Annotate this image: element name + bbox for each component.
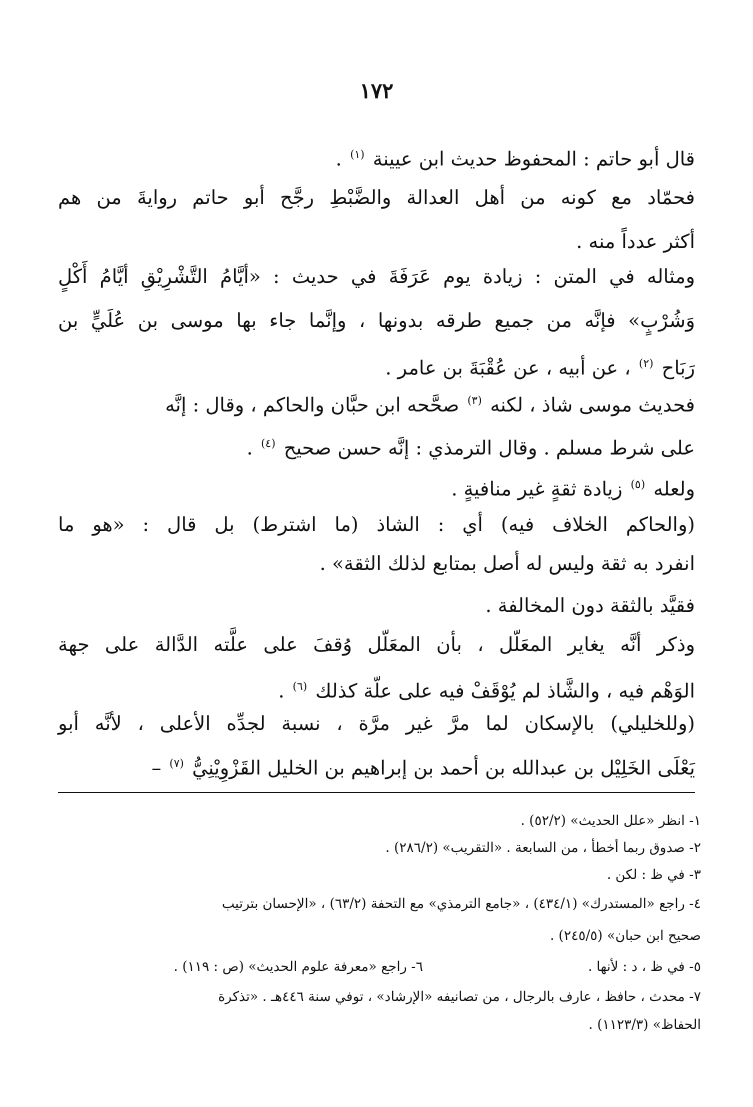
body-text: ، عن أبيه ، عن عُقْبَةَ بن عامر . [385, 356, 631, 380]
body-text: زيادة ثقةٍ غير منافيةٍ . [451, 477, 623, 501]
body-line-16 [58, 749, 695, 784]
body-line-9 [58, 470, 695, 505]
body-line-15: (وللخليلي) بالإسكان لما مرَّ غير مرَّة ، نسبة لجدِّه الأعلى ، لأنَّه أبو [58, 712, 695, 735]
footnote-4: ٤- راجع «المستدرك» (٤٣٤/١) ، «جامع الترمذي» مع التحفة (٦٣/٢) ، «الإحسان بترتيب [221, 896, 701, 912]
body-text: رَبَاح [661, 356, 695, 380]
footnote-7-continued: الحفاظ» (١١٢٣/٣) . [588, 1017, 701, 1033]
body-line-14 [58, 672, 695, 707]
footnote-ref-7[interactable]: (٧) [169, 757, 184, 770]
body-line-7 [58, 386, 695, 421]
body-line-10: (والحاكم الخلاف فيه) أي : الشاذ (ما اشترط) بل قال : «هو ما [58, 513, 695, 536]
footnote-ref-1[interactable]: (١) [350, 148, 365, 161]
body-text: ولعله [653, 477, 695, 501]
body-text: الوَهْم فيه ، والشَّاذ لم يُوْقَفْ فيه على علّة كذلك [315, 679, 695, 703]
footnote-divider [58, 792, 695, 793]
body-text: . [335, 147, 342, 171]
footnote-6: ٦- راجع «معرفة علوم الحديث» (ص : ١١٩) . [173, 959, 423, 975]
page-number: ١٧٢ [359, 78, 394, 103]
body-text: . [246, 436, 253, 460]
body-line-6 [58, 349, 695, 384]
body-line-4: ومثاله في المتن : زيادة يوم عَرَفَةَ في حديث : «أيَّامُ التَّشْرِيْقِ أيَّامُ أَكْلٍ [58, 265, 695, 288]
footnote-ref-6[interactable]: (٦) [292, 680, 308, 693]
body-line-1 [58, 140, 695, 175]
footnote-ref-3[interactable]: (٣) [467, 394, 482, 407]
body-text: – [151, 756, 162, 780]
body-line-11: انفرد به ثقة وليس له أصل بمتابع لذلك الثقة» . [319, 552, 695, 575]
body-text: صحَّحه ابن حبَّان والحاكم ، وقال : إنَّه [165, 393, 460, 417]
body-line-12: فقيَّد بالثقة دون المخالفة . [485, 594, 695, 617]
body-text: فحديث موسى شاذ ، لكنه [490, 393, 695, 417]
body-line-5: وَشُرْبٍ» فإنَّه من جميع طرقه بدونها ، وإنَّما جاء بها موسى بن عُلَيٍّ بن [58, 309, 695, 332]
body-text: قال أبو حاتم : المحفوظ حديث ابن عيينة [372, 147, 695, 171]
body-text: يَعْلَى الخَلِيْل بن عبدالله بن أحمد بن إبراهيم بن الخليل القَزْوِيْنِيُّ [192, 756, 695, 780]
body-text: . [278, 679, 285, 703]
footnote-ref-4[interactable]: (٤) [260, 437, 276, 450]
body-line-13: وذكر أنَّه يغاير المعَلّل ، بأن المعَلّل وُقفَ على علَّته الدَّالة على جهة [58, 633, 695, 656]
footnote-2: ٢- صدوق ربما أخطأ ، من السابعة . «التقريب» (٢٨٦/٢) . [385, 840, 701, 856]
footnote-3: ٣- في ظ : لكن . [606, 867, 701, 883]
body-line-2: فحمّاد مع كونه من أهل العدالة والضَّبْطِ رجَّح أبو حاتم روايةَ من هم [58, 186, 695, 209]
footnote-5: ٥- في ظ ، د : لأنها . [587, 959, 701, 975]
footnote-ref-5[interactable]: (٥) [630, 478, 646, 491]
body-text: على شرط مسلم . وقال الترمذي : إنَّه حسن صحيح [283, 436, 695, 460]
footnote-ref-2[interactable]: (٢) [638, 357, 654, 370]
footnote-4-continued: صحيح ابن حبان» (٢٤٥/٥) . [549, 928, 701, 944]
body-line-3: أكثر عدداً منه . [576, 230, 695, 253]
footnote-7: ٧- محدث ، حافظ ، عارف بالرجال ، من تصانيفه «الإرشاد» ، توفي سنة ٤٤٦هـ . «تذكرة [218, 989, 701, 1005]
footnote-1: ١- انظر «علل الحديث» (٥٢/٢) . [520, 813, 701, 829]
body-line-8 [58, 429, 695, 464]
